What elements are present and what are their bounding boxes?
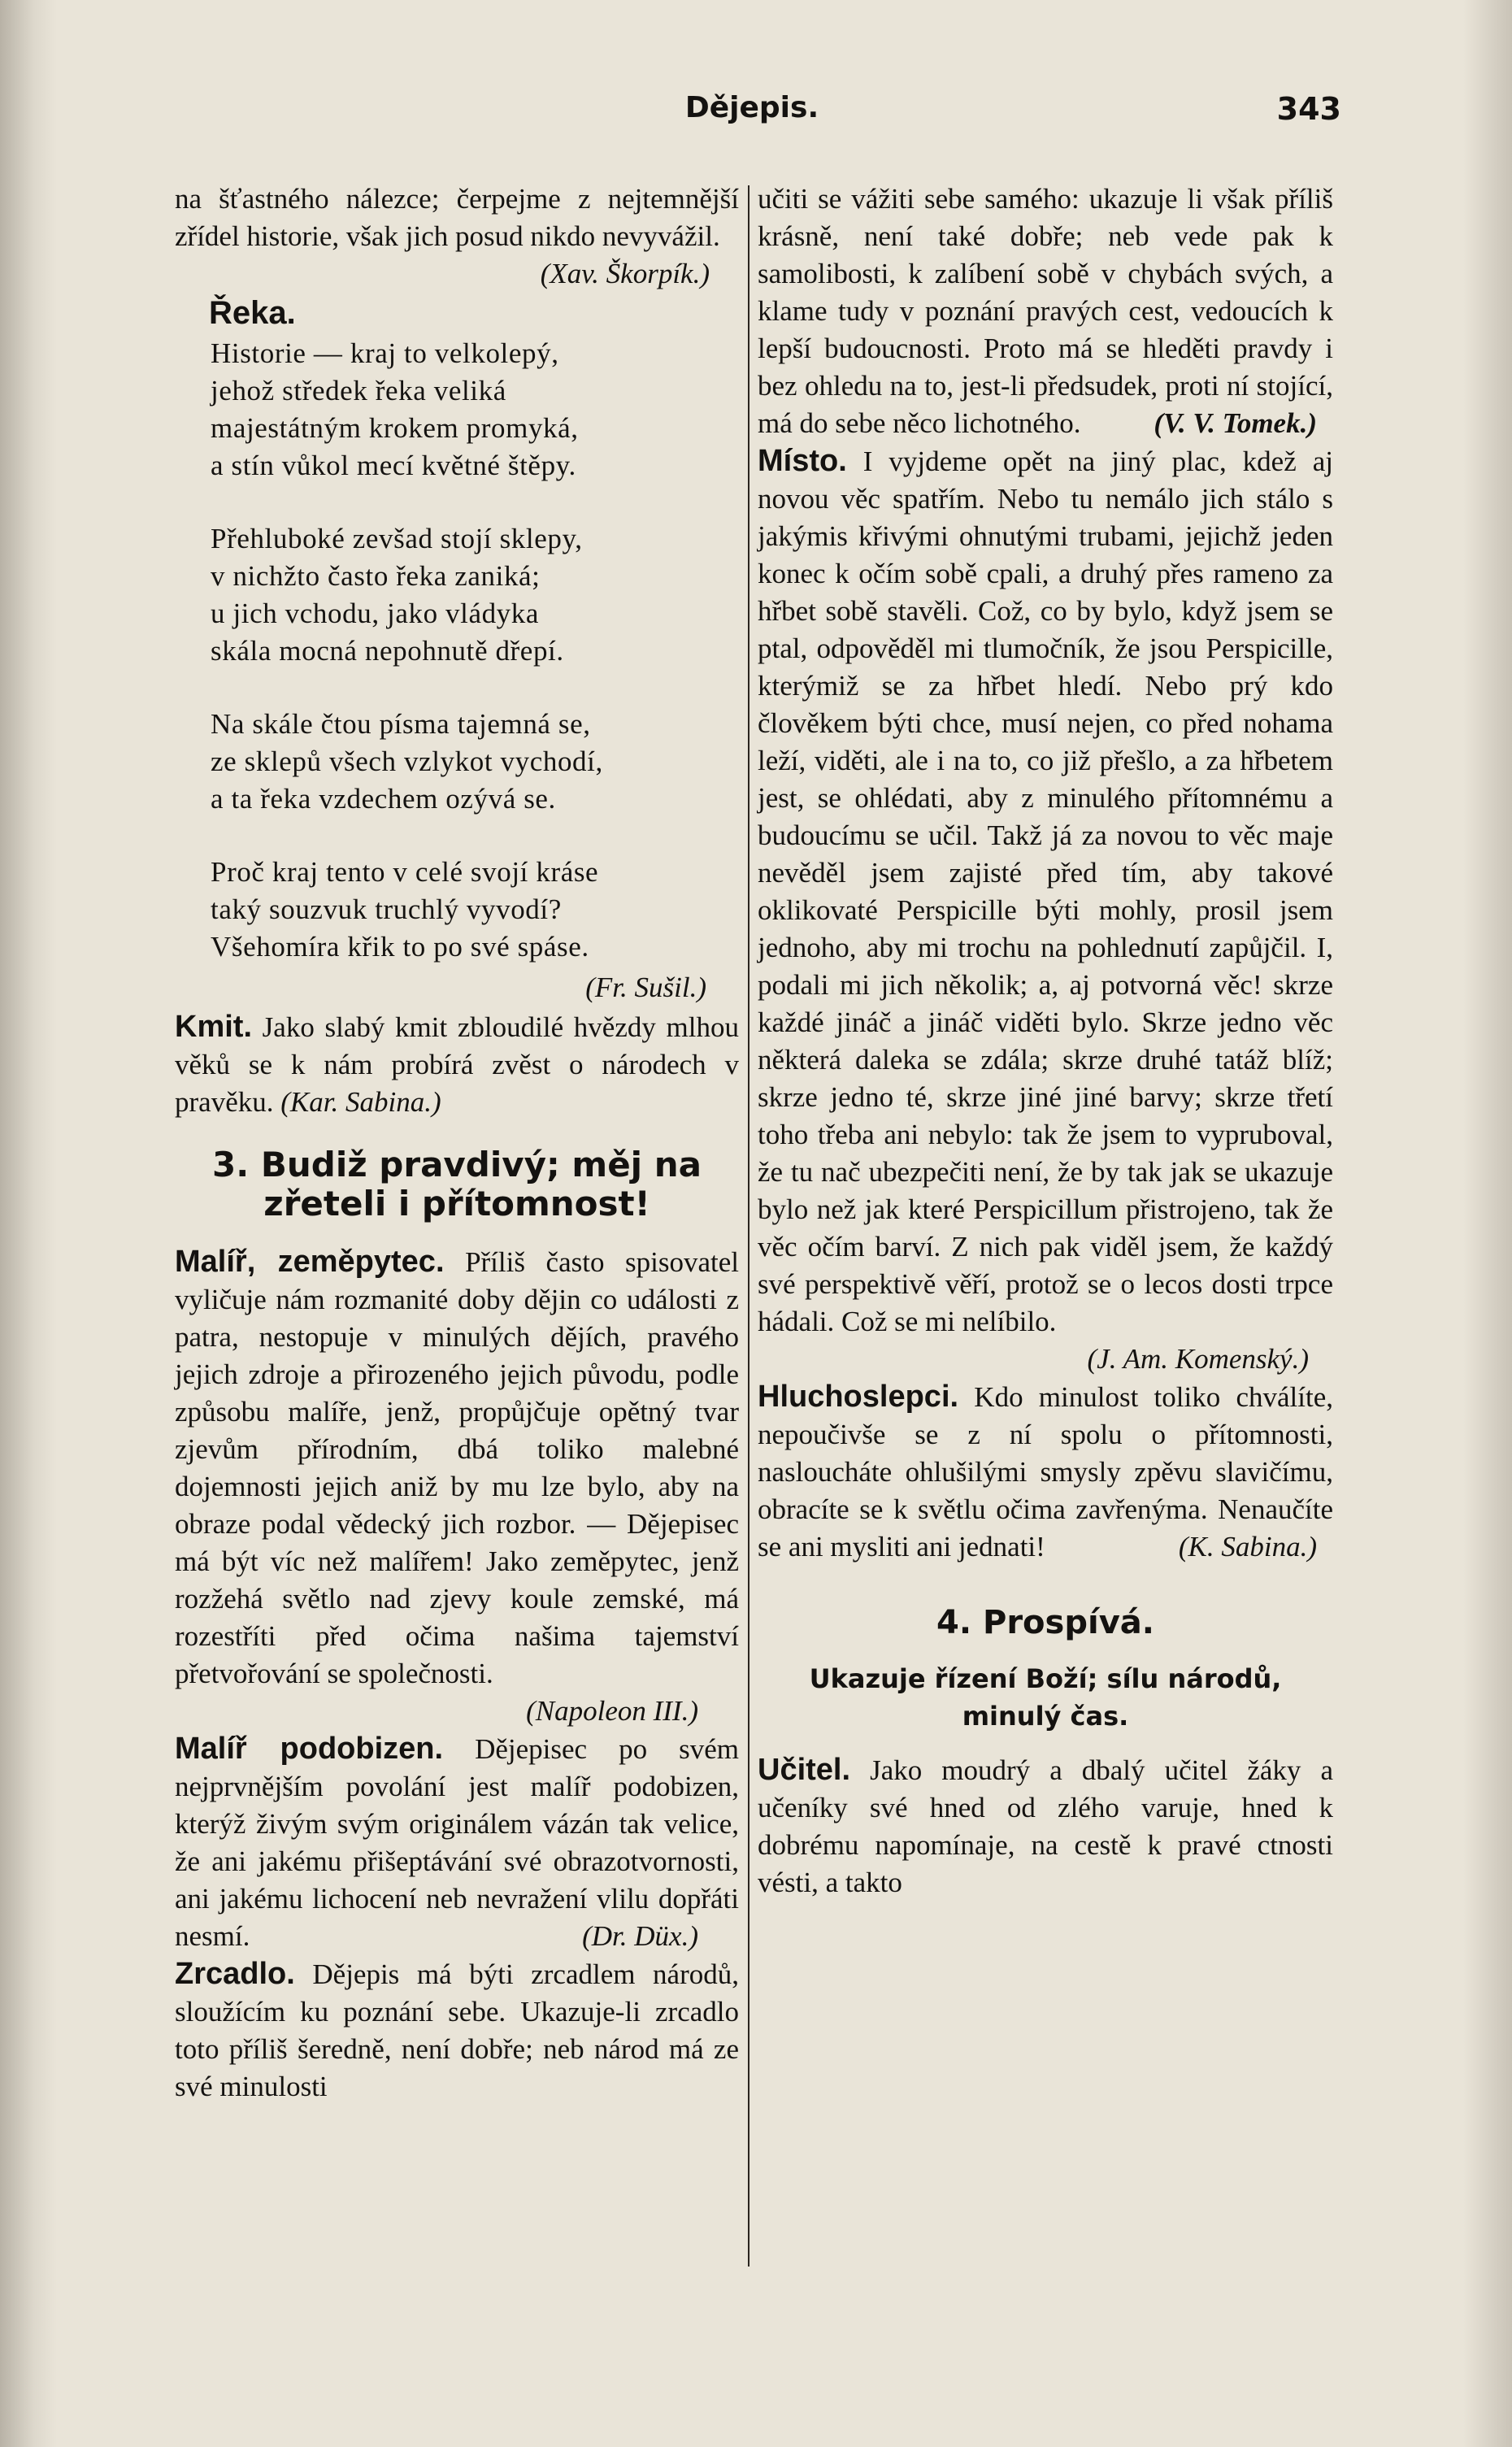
hluchoslepci-source: (K. Sabina.)	[1178, 1531, 1317, 1563]
poem-line: Všehomíra křik to po své spáse.	[211, 931, 589, 963]
section-4-subtitle: Ukazuje řízení Boží; sílu národů, minulý čas.	[809, 1663, 1282, 1732]
poem-line: skála mocná nepohnutě dřepí.	[211, 635, 564, 667]
misto-source: (J. Am. Komenský.)	[1087, 1343, 1309, 1375]
zrcadlo-paragraph	[175, 1955, 739, 2106]
ucitel-text: Jako moudrý a dbalý učitel žáky a učeníky své hned od zlého varuje, hned k dobrému napomínaje, na cestě k pravé ctnosti vésti, a takto	[758, 1754, 1333, 1898]
kmit-paragraph	[175, 1008, 739, 1121]
poem-line: a ta řeka vzdechem ozývá se.	[211, 783, 556, 815]
section-3-number: 3.	[212, 1145, 250, 1184]
left-column	[175, 180, 739, 2106]
kmit-keyword: Kmit.	[175, 1010, 252, 1044]
sonnet-poem	[211, 335, 739, 966]
misto-paragraph	[758, 442, 1333, 1341]
misto-keyword: Místo.	[758, 444, 847, 478]
poem-stanza	[211, 706, 739, 818]
intro-paragraph	[175, 180, 739, 289]
malir-paragraph	[175, 1243, 739, 1693]
poem-source: (Fr. Sušil.)	[585, 971, 706, 1003]
poem-line: taký souzvuk truchlý vyvodí?	[211, 893, 562, 925]
podobizen-keyword: Malíř podobizen.	[175, 1732, 444, 1766]
poem-line: u jich vchodu, jako vládyka	[211, 598, 540, 629]
poem-line: Proč kraj tento v celé svojí kráse	[211, 856, 599, 888]
poem-line: ze sklepů všech vzlykot vychodí,	[211, 745, 603, 777]
section-4-title: Prospívá.	[983, 1604, 1154, 1641]
poem-stanza	[211, 520, 739, 670]
page-number: 343	[1276, 91, 1341, 127]
column-divider	[748, 185, 749, 2267]
hluchoslepci-text: Kdo minulost toliko chválíte, nepoučivše se z ní spolu o přítomnosti, nasloucháte ohlušilými smysly zpěvu slavičímu, obracíte se k světlu očima zavřenýma. Nenaučíte se ani mysliti ani jednati!	[758, 1381, 1333, 1563]
kmit-text: Jako slabý kmit zbloudilé hvězdy mlhou věků se k nám probírá zvěst o národech v pravěku.	[175, 1011, 739, 1118]
poem-line: majestátným krokem promyká,	[211, 412, 579, 444]
section-4-number: 4.	[936, 1604, 972, 1641]
hluchoslepci-keyword: Hluchoslepci.	[758, 1380, 959, 1414]
poem-line: Historie — kraj to velkolepý,	[211, 337, 559, 369]
tomek-text: učiti se vážiti sebe samého: ukazuje li však příliš krásně, není také dobře; neb vede pak k samolibosti, k zalíbení sobě v chybách svých, a klame tudy v poznání pravých cest, vedoucích k lepší budoucnosti. Proto má se hleděti pravdy i bez ohledu na to, jest-li předsudek, proti ní stojící, má do sebe něco lichotného.	[758, 183, 1333, 439]
podobizen-source: (Dr. Düx.)	[582, 1920, 698, 1952]
misto-text: I vyjdeme opět na jiný plac, kdež aj novou věc spatřím. Nebo tu nemálo jich stálo s jakýmis křivými ohnutými trubami, jejichž jeden konec k očím sobě cpali, a druhý přes rameno za hřbet sobě stavěli. Což, co by bylo, když jsem se ptal, odpověděl mi tlumočník, že jsou Perspicille, kterýmiž se za hřbet hledí. Nebo prý kdo člověkem býti chce, musí nejen, co před nohama leží, viděti, ale i na to, co již přešlo, a za hřbetem jest, se ohlédati, aby z minulého přítomnému a budoucímu se učil. Takž já za novou to věc maje nevěděl jsem zajisté před tím, aby takové oklikovaté Perspicille býti mohly, prosil jsem jednoho, aby mi trochu na pohlednutí zapůjčil. I, podali mi jich několik; a, aj potvorná věc! skrze každé jináč a jináč viděti bylo. Skrze jedno věc některá daleka se zdála; skrze druhé tatáž blíž; skrze jedno té, skrze jiné jiné barvy; skrze třetí toho třeba ani nebylo: tak že jsem to vypruboval, že tu nač ubezpečiti není, že by tak jak se ukazuje bylo než jak které Perspicillum přistrojeno, tak že věc očím barví. Z nich pak viděl jsem, že každý své perspektivě věří, protož se o lecos dosti trpce hádali. Což se mi nelíbilo.	[758, 446, 1333, 1337]
poem-line: Na skále čtou písma tajemná se,	[211, 708, 591, 740]
ucitel-keyword: Učitel.	[758, 1753, 851, 1787]
poem-line: v nichžto často řeka zaniká;	[211, 560, 541, 592]
tomek-source: (V. V. Tomek.)	[1154, 407, 1317, 439]
poem-line: Přehluboké zevšad stojí sklepy,	[211, 523, 583, 554]
running-header	[163, 91, 1341, 140]
ucitel-paragraph	[758, 1751, 1333, 1902]
poem-line: a stín vůkol mecí květné štěpy.	[211, 450, 576, 481]
book-spine-shadow	[0, 0, 57, 2447]
podobizen-text: Dějepisec po svém nejprvnějším povolání jest malíř podobizen, kterýž živým svým originálem vázán tak velice, že ani jakému přišeptávání své obrazotvornosti, ani jakému lichocení neb nevražení vlilu dopřáti nesmí.	[175, 1733, 739, 1952]
poem-stanza	[211, 854, 739, 966]
malir-keyword: Malíř, zeměpytec.	[175, 1245, 445, 1279]
page-edge-shadow	[1463, 0, 1512, 2447]
reka-keyword: Řeka.	[209, 295, 296, 331]
malir-source: (Napoleon III.)	[526, 1695, 698, 1727]
zrcadlo-text: Dějepis má býti zrcadlem národů, sloužícím ku poznání sebe. Ukazuje-li zrcadlo toto příliš šeredně, není dobře; neb národ má ze své minulosti	[175, 1958, 739, 2102]
malir-text: Příliš často spisovatel vyličuje nám rozmanité doby dějin co události z patra, nestopuje v minulých dějích, pravého jejich zdroje a přirozeného jejich původu, podle způsobu malíře, jenž, propůjčuje opětný tvar zjevům přírodním, dbá toliko malebné dojemnosti jejich aniž by mu lze bylo, aby na obraze podal vědecký jich rozbor. — Dějepisec má být víc než malířem! Jako zeměpytec, jenž rozžehá světlo nad zjevy koule zemské, má rozestříti před očima našima tajemství přetvořování se společnosti.	[175, 1246, 739, 1689]
section-4-heading	[758, 1603, 1333, 1642]
right-column	[758, 180, 1333, 1902]
running-title: Dějepis.	[684, 91, 819, 124]
intro-source: (Xav. Škorpík.)	[540, 258, 710, 289]
section-3-heading	[175, 1145, 739, 1224]
zrcadlo-keyword: Zrcadlo.	[175, 1957, 295, 1991]
poem-stanza	[211, 335, 739, 485]
intro-text: na šťastného nálezce; čerpejme z nejtemnější zřídel historie, však jich posud nikdo nevyvážil.	[175, 183, 739, 252]
kmit-source: (Kar. Sabina.)	[280, 1086, 441, 1118]
section-3-title: Budiž pravdivý; měj na zřeteli i přítomnost!	[260, 1145, 702, 1224]
poem-line: jehož středek řeka veliká	[211, 375, 506, 406]
tomek-paragraph	[758, 180, 1333, 442]
